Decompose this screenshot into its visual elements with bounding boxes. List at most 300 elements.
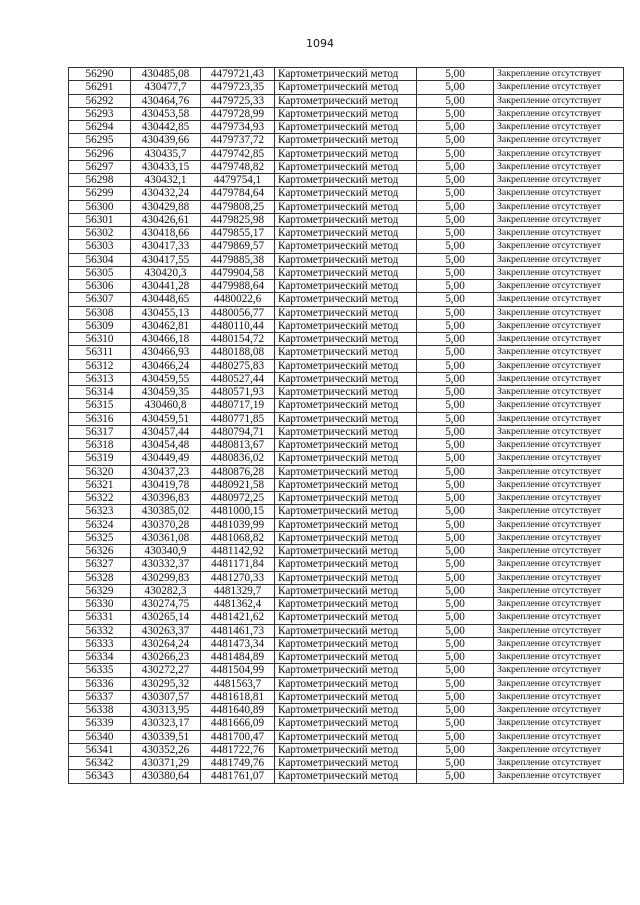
y-coordinate-cell: 4479869,57 xyxy=(201,240,275,253)
accuracy-cell: 5,00 xyxy=(417,200,494,213)
point-number-cell: 56292 xyxy=(69,94,131,107)
fixation-cell: Закрепление отсутствует xyxy=(494,611,624,624)
x-coordinate-cell: 430454,48 xyxy=(131,439,201,452)
point-number-cell: 56322 xyxy=(69,492,131,505)
x-coordinate-cell: 430313,95 xyxy=(131,704,201,717)
x-coordinate-cell: 430462,81 xyxy=(131,319,201,332)
fixation-cell: Закрепление отсутствует xyxy=(494,637,624,650)
method-cell: Картометрический метод xyxy=(275,280,417,293)
accuracy-cell: 5,00 xyxy=(417,213,494,226)
method-cell: Картометрический метод xyxy=(275,611,417,624)
y-coordinate-cell: 4480056,77 xyxy=(201,306,275,319)
fixation-cell: Закрепление отсутствует xyxy=(494,478,624,491)
x-coordinate-cell: 430299,83 xyxy=(131,571,201,584)
point-number-cell: 56305 xyxy=(69,266,131,279)
table-row xyxy=(69,306,624,319)
method-cell: Картометрический метод xyxy=(275,253,417,266)
accuracy-cell: 5,00 xyxy=(417,134,494,147)
x-coordinate-cell: 430371,29 xyxy=(131,757,201,770)
accuracy-cell: 5,00 xyxy=(417,174,494,187)
y-coordinate-cell: 4479825,98 xyxy=(201,213,275,226)
table-row xyxy=(69,757,624,770)
x-coordinate-cell: 430432,1 xyxy=(131,174,201,187)
y-coordinate-cell: 4480188,08 xyxy=(201,346,275,359)
method-cell: Картометрический метод xyxy=(275,492,417,505)
x-coordinate-cell: 430459,51 xyxy=(131,412,201,425)
table-row xyxy=(69,492,624,505)
fixation-cell: Закрепление отсутствует xyxy=(494,319,624,332)
accuracy-cell: 5,00 xyxy=(417,690,494,703)
y-coordinate-cell: 4480571,93 xyxy=(201,386,275,399)
method-cell: Картометрический метод xyxy=(275,690,417,703)
point-number-cell: 56342 xyxy=(69,757,131,770)
point-number-cell: 56340 xyxy=(69,730,131,743)
y-coordinate-cell: 4481421,62 xyxy=(201,611,275,624)
method-cell: Картометрический метод xyxy=(275,174,417,187)
method-cell: Картометрический метод xyxy=(275,227,417,240)
point-number-cell: 56313 xyxy=(69,372,131,385)
table-row xyxy=(69,743,624,756)
y-coordinate-cell: 4480972,25 xyxy=(201,492,275,505)
fixation-cell: Закрепление отсутствует xyxy=(494,174,624,187)
accuracy-cell: 5,00 xyxy=(417,664,494,677)
point-number-cell: 56339 xyxy=(69,717,131,730)
point-number-cell: 56328 xyxy=(69,571,131,584)
fixation-cell: Закрепление отсутствует xyxy=(494,200,624,213)
accuracy-cell: 5,00 xyxy=(417,386,494,399)
point-number-cell: 56333 xyxy=(69,637,131,650)
point-number-cell: 56318 xyxy=(69,439,131,452)
y-coordinate-cell: 4479988,64 xyxy=(201,280,275,293)
table-row xyxy=(69,545,624,558)
method-cell: Картометрический метод xyxy=(275,465,417,478)
method-cell: Картометрический метод xyxy=(275,68,417,81)
x-coordinate-cell: 430457,44 xyxy=(131,425,201,438)
table-row xyxy=(69,598,624,611)
x-coordinate-cell: 430420,3 xyxy=(131,266,201,279)
y-coordinate-cell: 4481000,15 xyxy=(201,505,275,518)
y-coordinate-cell: 4480771,85 xyxy=(201,412,275,425)
table-row xyxy=(69,637,624,650)
point-number-cell: 56302 xyxy=(69,227,131,240)
x-coordinate-cell: 430370,28 xyxy=(131,518,201,531)
method-cell: Картометрический метод xyxy=(275,200,417,213)
point-number-cell: 56341 xyxy=(69,743,131,756)
y-coordinate-cell: 4479904,58 xyxy=(201,266,275,279)
method-cell: Картометрический метод xyxy=(275,531,417,544)
table-row xyxy=(69,160,624,173)
y-coordinate-cell: 4481270,33 xyxy=(201,571,275,584)
table-row xyxy=(69,266,624,279)
method-cell: Картометрический метод xyxy=(275,346,417,359)
point-number-cell: 56324 xyxy=(69,518,131,531)
point-number-cell: 56334 xyxy=(69,651,131,664)
x-coordinate-cell: 430442,85 xyxy=(131,121,201,134)
fixation-cell: Закрепление отсутствует xyxy=(494,677,624,690)
accuracy-cell: 5,00 xyxy=(417,637,494,650)
table-row xyxy=(69,200,624,213)
fixation-cell: Закрепление отсутствует xyxy=(494,545,624,558)
x-coordinate-cell: 430361,08 xyxy=(131,531,201,544)
y-coordinate-cell: 4480813,67 xyxy=(201,439,275,452)
fixation-cell: Закрепление отсутствует xyxy=(494,531,624,544)
point-number-cell: 56321 xyxy=(69,478,131,491)
point-number-cell: 56329 xyxy=(69,584,131,597)
x-coordinate-cell: 430266,23 xyxy=(131,651,201,664)
accuracy-cell: 5,00 xyxy=(417,704,494,717)
x-coordinate-cell: 430340,9 xyxy=(131,545,201,558)
table-row xyxy=(69,319,624,332)
point-number-cell: 56312 xyxy=(69,359,131,372)
method-cell: Картометрический метод xyxy=(275,757,417,770)
accuracy-cell: 5,00 xyxy=(417,81,494,94)
point-number-cell: 56310 xyxy=(69,333,131,346)
fixation-cell: Закрепление отсутствует xyxy=(494,240,624,253)
method-cell: Картометрический метод xyxy=(275,770,417,783)
accuracy-cell: 5,00 xyxy=(417,730,494,743)
accuracy-cell: 5,00 xyxy=(417,598,494,611)
point-number-cell: 56304 xyxy=(69,253,131,266)
y-coordinate-cell: 4481484,89 xyxy=(201,651,275,664)
table-row xyxy=(69,107,624,120)
fixation-cell: Закрепление отсутствует xyxy=(494,624,624,637)
fixation-cell: Закрепление отсутствует xyxy=(494,160,624,173)
point-number-cell: 56326 xyxy=(69,545,131,558)
point-number-cell: 56337 xyxy=(69,690,131,703)
table-row xyxy=(69,624,624,637)
y-coordinate-cell: 4479721,43 xyxy=(201,68,275,81)
accuracy-cell: 5,00 xyxy=(417,624,494,637)
method-cell: Картометрический метод xyxy=(275,425,417,438)
fixation-cell: Закрепление отсутствует xyxy=(494,399,624,412)
table-row xyxy=(69,571,624,584)
table-row xyxy=(69,94,624,107)
table-row xyxy=(69,346,624,359)
accuracy-cell: 5,00 xyxy=(417,531,494,544)
x-coordinate-cell: 430429,88 xyxy=(131,200,201,213)
method-cell: Картометрический метод xyxy=(275,584,417,597)
point-number-cell: 56343 xyxy=(69,770,131,783)
point-number-cell: 56299 xyxy=(69,187,131,200)
table-row xyxy=(69,386,624,399)
point-number-cell: 56295 xyxy=(69,134,131,147)
method-cell: Картометрический метод xyxy=(275,306,417,319)
method-cell: Картометрический метод xyxy=(275,147,417,160)
x-coordinate-cell: 430460,8 xyxy=(131,399,201,412)
x-coordinate-cell: 430323,17 xyxy=(131,717,201,730)
fixation-cell: Закрепление отсутствует xyxy=(494,306,624,319)
fixation-cell: Закрепление отсутствует xyxy=(494,333,624,346)
table-row xyxy=(69,770,624,783)
accuracy-cell: 5,00 xyxy=(417,412,494,425)
method-cell: Картометрический метод xyxy=(275,743,417,756)
method-cell: Картометрический метод xyxy=(275,359,417,372)
y-coordinate-cell: 4481171,84 xyxy=(201,558,275,571)
fixation-cell: Закрепление отсутствует xyxy=(494,227,624,240)
fixation-cell: Закрепление отсутствует xyxy=(494,253,624,266)
fixation-cell: Закрепление отсутствует xyxy=(494,107,624,120)
y-coordinate-cell: 4480110,44 xyxy=(201,319,275,332)
y-coordinate-cell: 4480717,19 xyxy=(201,399,275,412)
method-cell: Картометрический метод xyxy=(275,333,417,346)
accuracy-cell: 5,00 xyxy=(417,584,494,597)
point-number-cell: 56325 xyxy=(69,531,131,544)
accuracy-cell: 5,00 xyxy=(417,677,494,690)
table-row xyxy=(69,359,624,372)
x-coordinate-cell: 430448,65 xyxy=(131,293,201,306)
method-cell: Картометрический метод xyxy=(275,558,417,571)
method-cell: Картометрический метод xyxy=(275,571,417,584)
table-row xyxy=(69,399,624,412)
y-coordinate-cell: 4481700,47 xyxy=(201,730,275,743)
table-row xyxy=(69,425,624,438)
accuracy-cell: 5,00 xyxy=(417,465,494,478)
point-number-cell: 56306 xyxy=(69,280,131,293)
accuracy-cell: 5,00 xyxy=(417,280,494,293)
y-coordinate-cell: 4481640,89 xyxy=(201,704,275,717)
table-row xyxy=(69,704,624,717)
point-number-cell: 56314 xyxy=(69,386,131,399)
y-coordinate-cell: 4481722,76 xyxy=(201,743,275,756)
y-coordinate-cell: 4481362,4 xyxy=(201,598,275,611)
page-number: 1094 xyxy=(306,37,334,50)
point-number-cell: 56311 xyxy=(69,346,131,359)
method-cell: Картометрический метод xyxy=(275,213,417,226)
fixation-cell: Закрепление отсутствует xyxy=(494,134,624,147)
method-cell: Картометрический метод xyxy=(275,717,417,730)
accuracy-cell: 5,00 xyxy=(417,770,494,783)
table-row xyxy=(69,187,624,200)
y-coordinate-cell: 4479737,72 xyxy=(201,134,275,147)
fixation-cell: Закрепление отсутствует xyxy=(494,584,624,597)
accuracy-cell: 5,00 xyxy=(417,558,494,571)
fixation-cell: Закрепление отсутствует xyxy=(494,280,624,293)
method-cell: Картометрический метод xyxy=(275,651,417,664)
y-coordinate-cell: 4481749,76 xyxy=(201,757,275,770)
table-row xyxy=(69,611,624,624)
method-cell: Картометрический метод xyxy=(275,637,417,650)
table-row xyxy=(69,505,624,518)
point-number-cell: 56335 xyxy=(69,664,131,677)
method-cell: Картометрический метод xyxy=(275,240,417,253)
x-coordinate-cell: 430295,32 xyxy=(131,677,201,690)
accuracy-cell: 5,00 xyxy=(417,425,494,438)
table-row xyxy=(69,478,624,491)
method-cell: Картометрический метод xyxy=(275,664,417,677)
method-cell: Картометрический метод xyxy=(275,505,417,518)
x-coordinate-cell: 430263,37 xyxy=(131,624,201,637)
fixation-cell: Закрепление отсутствует xyxy=(494,372,624,385)
y-coordinate-cell: 4479784,64 xyxy=(201,187,275,200)
fixation-cell: Закрепление отсутствует xyxy=(494,664,624,677)
x-coordinate-cell: 430441,28 xyxy=(131,280,201,293)
x-coordinate-cell: 430466,93 xyxy=(131,346,201,359)
method-cell: Картометрический метод xyxy=(275,187,417,200)
method-cell: Картометрический метод xyxy=(275,399,417,412)
point-number-cell: 56307 xyxy=(69,293,131,306)
accuracy-cell: 5,00 xyxy=(417,346,494,359)
method-cell: Картометрический метод xyxy=(275,94,417,107)
x-coordinate-cell: 430385,02 xyxy=(131,505,201,518)
method-cell: Картометрический метод xyxy=(275,386,417,399)
x-coordinate-cell: 430339,51 xyxy=(131,730,201,743)
y-coordinate-cell: 4480154,72 xyxy=(201,333,275,346)
accuracy-cell: 5,00 xyxy=(417,359,494,372)
point-number-cell: 56323 xyxy=(69,505,131,518)
x-coordinate-cell: 430449,49 xyxy=(131,452,201,465)
accuracy-cell: 5,00 xyxy=(417,319,494,332)
fixation-cell: Закрепление отсутствует xyxy=(494,293,624,306)
table-row xyxy=(69,664,624,677)
fixation-cell: Закрепление отсутствует xyxy=(494,81,624,94)
accuracy-cell: 5,00 xyxy=(417,505,494,518)
table-row xyxy=(69,147,624,160)
accuracy-cell: 5,00 xyxy=(417,253,494,266)
fixation-cell: Закрепление отсутствует xyxy=(494,187,624,200)
x-coordinate-cell: 430485,08 xyxy=(131,68,201,81)
method-cell: Картометрический метод xyxy=(275,624,417,637)
point-number-cell: 56332 xyxy=(69,624,131,637)
accuracy-cell: 5,00 xyxy=(417,478,494,491)
fixation-cell: Закрепление отсутствует xyxy=(494,94,624,107)
y-coordinate-cell: 4481618,81 xyxy=(201,690,275,703)
point-number-cell: 56308 xyxy=(69,306,131,319)
y-coordinate-cell: 4481473,34 xyxy=(201,637,275,650)
point-number-cell: 56316 xyxy=(69,412,131,425)
x-coordinate-cell: 430352,26 xyxy=(131,743,201,756)
y-coordinate-cell: 4481563,7 xyxy=(201,677,275,690)
method-cell: Картометрический метод xyxy=(275,372,417,385)
x-coordinate-cell: 430332,37 xyxy=(131,558,201,571)
x-coordinate-cell: 430439,66 xyxy=(131,134,201,147)
fixation-cell: Закрепление отсутствует xyxy=(494,730,624,743)
point-number-cell: 56330 xyxy=(69,598,131,611)
method-cell: Картометрический метод xyxy=(275,107,417,120)
fixation-cell: Закрепление отсутствует xyxy=(494,359,624,372)
table-row xyxy=(69,677,624,690)
point-number-cell: 56293 xyxy=(69,107,131,120)
y-coordinate-cell: 4479725,33 xyxy=(201,94,275,107)
accuracy-cell: 5,00 xyxy=(417,293,494,306)
x-coordinate-cell: 430282,3 xyxy=(131,584,201,597)
y-coordinate-cell: 4481329,7 xyxy=(201,584,275,597)
x-coordinate-cell: 430307,57 xyxy=(131,690,201,703)
x-coordinate-cell: 430437,23 xyxy=(131,465,201,478)
fixation-cell: Закрепление отсутствует xyxy=(494,598,624,611)
fixation-cell: Закрепление отсутствует xyxy=(494,704,624,717)
y-coordinate-cell: 4479754,1 xyxy=(201,174,275,187)
x-coordinate-cell: 430265,14 xyxy=(131,611,201,624)
point-number-cell: 56303 xyxy=(69,240,131,253)
y-coordinate-cell: 4481461,73 xyxy=(201,624,275,637)
table-row xyxy=(69,227,624,240)
method-cell: Картометрический метод xyxy=(275,598,417,611)
fixation-cell: Закрепление отсутствует xyxy=(494,68,624,81)
table-row xyxy=(69,518,624,531)
table-row xyxy=(69,240,624,253)
point-number-cell: 56336 xyxy=(69,677,131,690)
y-coordinate-cell: 4479885,38 xyxy=(201,253,275,266)
fixation-cell: Закрепление отсутствует xyxy=(494,452,624,465)
point-number-cell: 56300 xyxy=(69,200,131,213)
y-coordinate-cell: 4480836,02 xyxy=(201,452,275,465)
method-cell: Картометрический метод xyxy=(275,412,417,425)
accuracy-cell: 5,00 xyxy=(417,306,494,319)
fixation-cell: Закрепление отсутствует xyxy=(494,439,624,452)
x-coordinate-cell: 430455,13 xyxy=(131,306,201,319)
x-coordinate-cell: 430435,7 xyxy=(131,147,201,160)
table-row xyxy=(69,558,624,571)
y-coordinate-cell: 4480022,6 xyxy=(201,293,275,306)
accuracy-cell: 5,00 xyxy=(417,333,494,346)
fixation-cell: Закрепление отсутствует xyxy=(494,266,624,279)
accuracy-cell: 5,00 xyxy=(417,545,494,558)
y-coordinate-cell: 4479808,25 xyxy=(201,200,275,213)
fixation-cell: Закрепление отсутствует xyxy=(494,770,624,783)
y-coordinate-cell: 4481142,92 xyxy=(201,545,275,558)
accuracy-cell: 5,00 xyxy=(417,121,494,134)
accuracy-cell: 5,00 xyxy=(417,743,494,756)
fixation-cell: Закрепление отсутствует xyxy=(494,505,624,518)
y-coordinate-cell: 4479855,17 xyxy=(201,227,275,240)
fixation-cell: Закрепление отсутствует xyxy=(494,690,624,703)
table-row xyxy=(69,730,624,743)
table-row xyxy=(69,280,624,293)
method-cell: Картометрический метод xyxy=(275,704,417,717)
fixation-cell: Закрепление отсутствует xyxy=(494,518,624,531)
accuracy-cell: 5,00 xyxy=(417,399,494,412)
point-number-cell: 56301 xyxy=(69,213,131,226)
method-cell: Картометрический метод xyxy=(275,730,417,743)
table-row xyxy=(69,584,624,597)
x-coordinate-cell: 430418,66 xyxy=(131,227,201,240)
point-number-cell: 56298 xyxy=(69,174,131,187)
accuracy-cell: 5,00 xyxy=(417,492,494,505)
fixation-cell: Закрепление отсутствует xyxy=(494,558,624,571)
table-row xyxy=(69,68,624,81)
x-coordinate-cell: 430466,18 xyxy=(131,333,201,346)
accuracy-cell: 5,00 xyxy=(417,68,494,81)
x-coordinate-cell: 430274,75 xyxy=(131,598,201,611)
y-coordinate-cell: 4481666,09 xyxy=(201,717,275,730)
table-row xyxy=(69,465,624,478)
fixation-cell: Закрепление отсутствует xyxy=(494,717,624,730)
y-coordinate-cell: 4480876,28 xyxy=(201,465,275,478)
accuracy-cell: 5,00 xyxy=(417,717,494,730)
accuracy-cell: 5,00 xyxy=(417,439,494,452)
y-coordinate-cell: 4479723,35 xyxy=(201,81,275,94)
point-number-cell: 56297 xyxy=(69,160,131,173)
accuracy-cell: 5,00 xyxy=(417,160,494,173)
method-cell: Картометрический метод xyxy=(275,160,417,173)
fixation-cell: Закрепление отсутствует xyxy=(494,346,624,359)
table-row xyxy=(69,690,624,703)
method-cell: Картометрический метод xyxy=(275,134,417,147)
fixation-cell: Закрепление отсутствует xyxy=(494,651,624,664)
x-coordinate-cell: 430459,35 xyxy=(131,386,201,399)
method-cell: Картометрический метод xyxy=(275,545,417,558)
accuracy-cell: 5,00 xyxy=(417,518,494,531)
y-coordinate-cell: 4481039,99 xyxy=(201,518,275,531)
point-number-cell: 56317 xyxy=(69,425,131,438)
method-cell: Картометрический метод xyxy=(275,677,417,690)
x-coordinate-cell: 430396,83 xyxy=(131,492,201,505)
method-cell: Картометрический метод xyxy=(275,81,417,94)
x-coordinate-cell: 430433,15 xyxy=(131,160,201,173)
y-coordinate-cell: 4480527,44 xyxy=(201,372,275,385)
y-coordinate-cell: 4479728,99 xyxy=(201,107,275,120)
table-row xyxy=(69,121,624,134)
